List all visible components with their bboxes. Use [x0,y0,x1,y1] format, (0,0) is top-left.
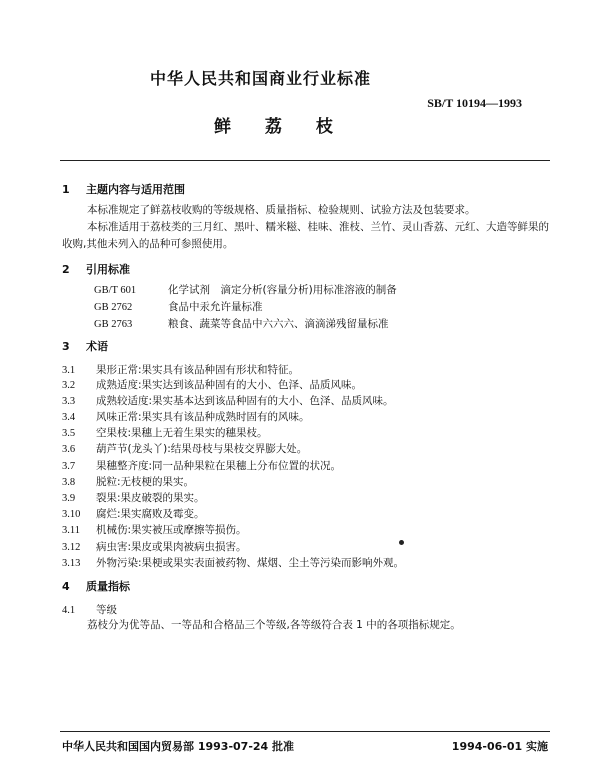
term-number: 3.5 [62,428,76,439]
term-number: 3.8 [62,477,76,488]
implementation-date: 1994-06-01 实施 [451,740,548,753]
footer-rule [60,731,550,732]
term-number: 3.9 [62,493,76,504]
term-text: 腐烂:果实腐败及霉变。 [96,508,205,520]
term-item [62,555,404,570]
term-number: 3.3 [62,396,76,407]
section-1-heading [62,181,185,197]
term-item [62,425,268,440]
section-number: 2 [62,263,70,276]
term-number: 3.6 [62,444,76,455]
term-item [62,377,362,392]
section-number: 4 [62,580,70,593]
term-text: 果形正常:果实具有该品种固有形状和特征。 [96,364,300,376]
term-item [62,522,247,537]
term-item [62,506,205,521]
term-item [62,539,247,554]
section-title: 质量指标 [86,580,130,593]
term-item [62,409,310,424]
section-1-paragraph-2: 本标准适用于荔枝类的三月红、黑叶、糯米糍、桂味、淮枝、兰竹、灵山香荔、元红、大造等鲜果的收购,其他未列入的品种可参照使用。 [62,221,549,250]
term-item [62,490,205,505]
term-number: 3.7 [62,461,76,472]
section-2-heading [62,261,130,277]
section-4-heading [62,578,130,594]
scan-dot-mark [399,540,404,545]
reference-code: GB/T 601 [94,285,137,296]
term-item [62,362,299,377]
section-title: 引用标准 [86,263,130,276]
term-number: 3.4 [62,412,76,423]
term-text: 病虫害:果皮或果肉被病虫损害。 [96,541,247,553]
term-text: 机械伤:果实被压或摩擦等损伤。 [96,524,247,536]
term-text: 脱粒:无枝梗的果实。 [96,476,195,488]
approval-info: 中华人民共和国国内贸易部 1993-07-24 批准 [62,740,295,753]
section-4-paragraph: 荔枝分为优等品、一等品和合格品三个等级,各等级符合表 1 中的各项指标规定。 [87,619,461,631]
term-number: 3.10 [62,509,81,520]
term-text: 成熟较适度:果实基本达到该品种固有的大小、色泽、品质风味。 [96,395,394,407]
term-text: 外物污染:果梗或果实表面被药物、煤烟、尘土等污染而影响外观。 [96,557,405,569]
reference-text: 食品中汞允许量标准 [168,301,263,313]
reference-code: GB 2763 [94,319,133,330]
term-item [62,393,394,408]
term-number: 3.12 [62,542,81,553]
term-text: 风味正常:果实具有该品种成熟时固有的风味。 [96,411,310,423]
subsection-4-1 [62,602,117,617]
reference-item [94,299,263,314]
term-text: 葫芦节(龙头丫):结果母枝与果枝交界膨大处。 [96,443,308,455]
term-text: 空果枝:果穗上无着生果实的穗果枝。 [96,427,268,439]
document-title: 鲜 荔 枝 [214,117,347,137]
reference-item [94,316,389,331]
term-text: 果穗整齐度:同一品种果粒在果穗上分布位置的状况。 [96,460,342,472]
header-rule [60,160,550,161]
term-number: 3.11 [62,525,80,536]
term-item [62,474,194,489]
term-number: 3.1 [62,365,76,376]
term-item [62,441,307,456]
section-3-heading [62,338,108,354]
term-number: 3.13 [62,558,81,569]
subsection-number: 4.1 [62,605,76,616]
section-title: 主题内容与适用范围 [86,183,185,196]
standard-authority: 中华人民共和国商业行业标准 [150,69,372,88]
reference-text: 粮食、蔬菜等食品中六六六、滴滴涕残留量标准 [168,318,389,330]
section-number: 3 [62,340,70,353]
term-item [62,458,341,473]
subsection-title: 等级 [96,604,117,616]
reference-item [94,282,397,297]
reference-code: GB 2762 [94,302,133,313]
section-title: 术语 [86,340,108,353]
standard-number: SB/T 10194—1993 [427,96,522,110]
term-text: 成熟适度:果实达到该品种固有的大小、色泽、品质风味。 [96,379,363,391]
term-number: 3.2 [62,380,76,391]
reference-text: 化学试剂 滴定分析(容量分析)用标准溶液的制备 [168,284,397,296]
section-1-paragraph-1: 本标准规定了鲜荔枝收购的等级规格、质量指标、检验规则、试验方法及包装要求。 [87,204,476,216]
term-text: 裂果:果皮破裂的果实。 [96,492,205,504]
section-number: 1 [62,183,70,196]
